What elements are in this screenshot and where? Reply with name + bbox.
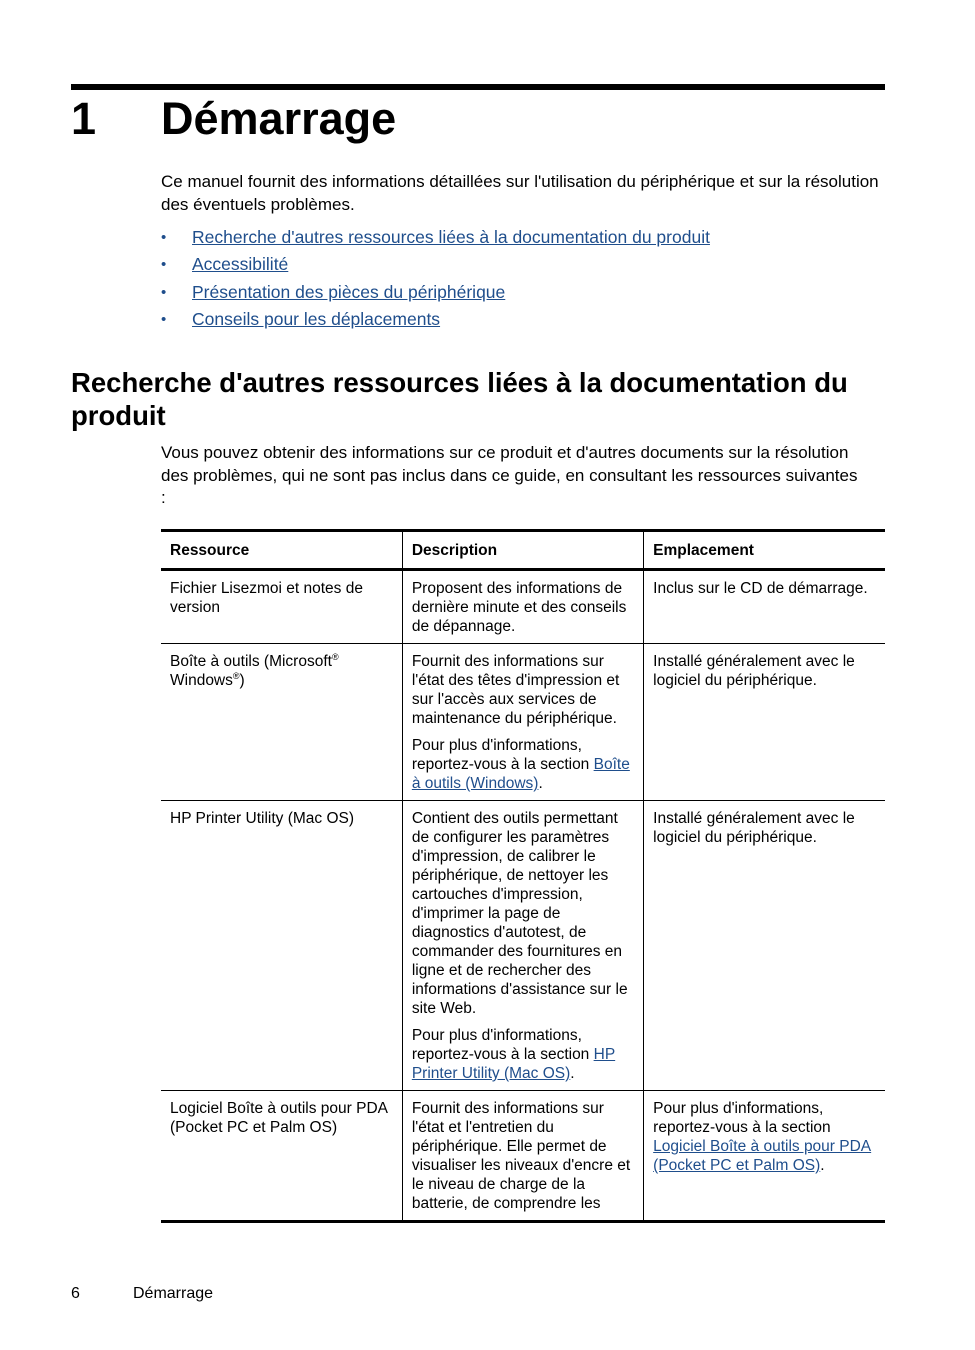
- registered-mark: ®: [232, 670, 240, 681]
- toc-item: [161, 279, 881, 306]
- section-intro: Vous pouvez obtenir des informations sur ce produit et d'autres documents sur la résolution des problèmes, qui ne sont pas inclus dans ce guide, en consultant les ressources suivantes :: [161, 443, 858, 507]
- header-location: Emplacement: [644, 531, 885, 570]
- chapter-title: Démarrage: [161, 93, 397, 144]
- cell-description: Proposent des informations de dernière minute et des conseils de dépannage.: [402, 570, 643, 644]
- table-row: [161, 570, 885, 644]
- toc-link-resources[interactable]: Recherche d'autres ressources liées à la documentation du produit: [192, 227, 710, 247]
- cell-location: Pour plus d'informations, reportez-vous à la section Logiciel Boîte à outils pour PDA (Pocket PC et Palm OS).: [644, 1091, 885, 1222]
- table-row: [161, 801, 885, 1091]
- table-row: [161, 1091, 885, 1222]
- page-number: 6: [71, 1285, 80, 1302]
- cell-description: [402, 644, 643, 801]
- toc-item: [161, 251, 881, 278]
- description-text: Contient des outils permettant de configurer les paramètres d'impression, de calibrer le périphérique, de nettoyer les cartouches d'impression, d'imprimer la page de diagnostics d'autotest, de commander des fournitures en ligne et de rechercher des informations d'assistance sur le site Web.: [411, 810, 628, 1017]
- chapter-number: 1: [71, 93, 97, 144]
- description-text: Fournit des informations sur l'état des têtes d'impression et sur l'accès aux services de maintenance du périphérique.: [411, 653, 620, 727]
- cell-location: Installé généralement avec le logiciel du périphérique.: [644, 801, 885, 1091]
- toc-link-travel[interactable]: Conseils pour les déplacements: [192, 308, 441, 329]
- cell-description: [402, 801, 643, 1091]
- table-row: [161, 644, 885, 801]
- link-toolbox-windows[interactable]: Boîte à outils (Windows): [411, 756, 630, 792]
- bullet-icon: •: [161, 283, 167, 301]
- bullet-icon: •: [161, 256, 167, 274]
- cell-location: Inclus sur le CD de démarrage.: [644, 570, 885, 644]
- section-title: Recherche d'autres ressources liées à la documentation du produit: [71, 367, 848, 431]
- bullet-icon: •: [161, 229, 167, 246]
- cell-resource: Boîte à outils (Microsoft® Windows®): [161, 644, 402, 801]
- link-pda-toolbox[interactable]: Logiciel Boîte à outils pour PDA (Pocket PC et Palm OS): [653, 1138, 872, 1174]
- header-resource: Ressource: [161, 531, 402, 570]
- chapter-toc: [161, 224, 881, 333]
- chapter-rule: [71, 84, 885, 90]
- cell-resource: Fichier Lisezmoi et notes de version: [161, 570, 402, 644]
- cell-resource: Logiciel Boîte à outils pour PDA (Pocket PC et Palm OS): [161, 1091, 402, 1222]
- cell-resource: HP Printer Utility (Mac OS): [161, 801, 402, 1091]
- chapter-intro: Ce manuel fournit des informations détaillées sur l'utilisation du périphérique et sur la résolution des éventuels problèmes.: [161, 172, 879, 214]
- description-more: Pour plus d'informations, reportez-vous à la section Boîte à outils (Windows).: [411, 737, 630, 792]
- cell-location: Installé généralement avec le logiciel du périphérique.: [644, 644, 885, 801]
- resources-table: [161, 529, 885, 1223]
- cell-description: Fournit des informations sur l'état et l'entretien du périphérique. Elle permet de visualiser les niveaux d'encre et le niveau de charge de la batterie, de comprendre les: [402, 1091, 643, 1222]
- toc-link-accessibility[interactable]: Accessibilité: [192, 254, 289, 275]
- toc-link-parts[interactable]: Présentation des pièces du périphérique: [192, 281, 506, 302]
- table-header-row: [161, 531, 885, 570]
- registered-mark: ®: [331, 651, 339, 662]
- toc-item: [161, 224, 881, 251]
- toc-item: [161, 306, 881, 333]
- description-more: Pour plus d'informations, reportez-vous à la section HP Printer Utility (Mac OS).: [411, 1027, 616, 1082]
- footer-title: Démarrage: [133, 1285, 214, 1302]
- bullet-icon: •: [161, 310, 167, 328]
- link-hp-printer-utility[interactable]: HP Printer Utility (Mac OS): [411, 1046, 616, 1082]
- header-description: Description: [402, 531, 643, 570]
